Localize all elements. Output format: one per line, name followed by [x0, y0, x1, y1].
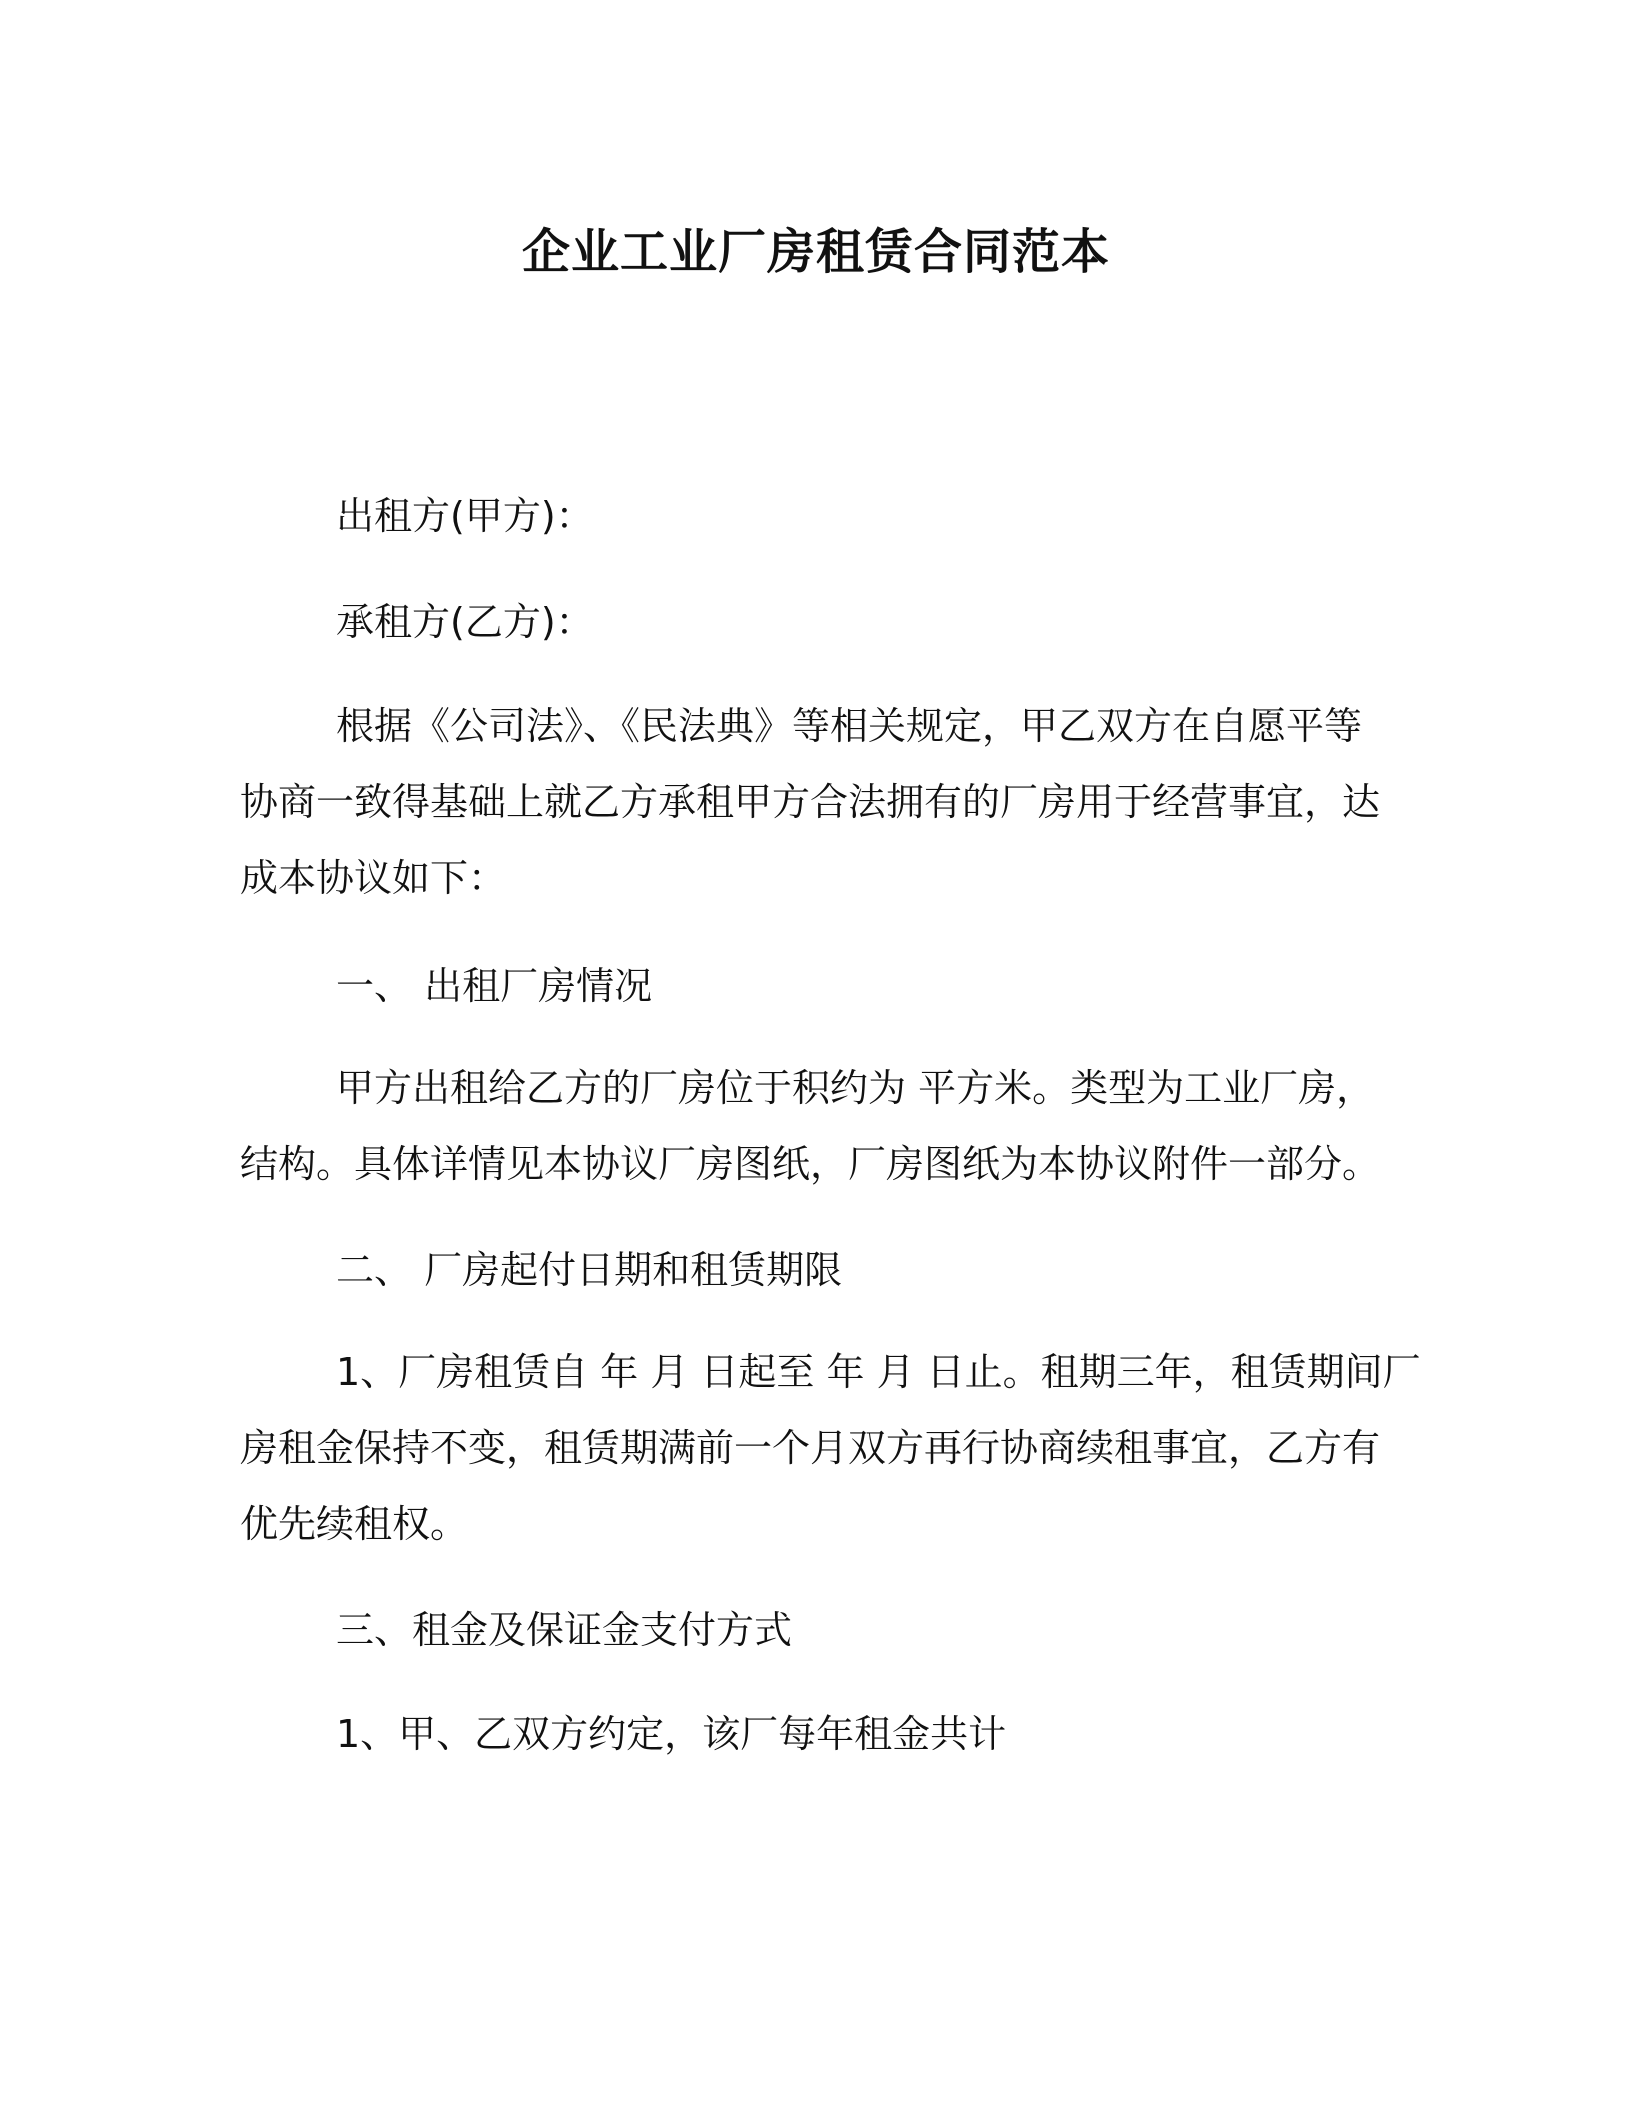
section-2-line-3: 优先续租权。	[240, 1502, 469, 1546]
section-2-line-2: 房租金保持不变，租赁期满前一个月双方再行协商续租事宜，乙方有	[240, 1426, 1381, 1470]
lessee-field	[240, 584, 1390, 660]
section-2-paragraph	[240, 1334, 1421, 1562]
intro-line-2: 协商一致得基础上就乙方承租甲方合法拥有的厂房用于经营事宜，达	[240, 780, 1381, 824]
intro-line-1: 根据《公司法》、《民法典》等相关规定，甲乙双方在自愿平等	[336, 704, 1363, 748]
intro-paragraph	[240, 688, 1390, 916]
section-1-line-1: 甲方出租给乙方的厂房位于积约为 平方米。类型为工业厂房，	[336, 1066, 1375, 1110]
section-1-heading-text: 一、 出租厂房情况	[336, 964, 653, 1008]
intro-line-3: 成本协议如下：	[240, 856, 507, 900]
section-1-heading	[240, 948, 1390, 1024]
section-3-paragraph	[240, 1696, 1390, 1772]
lessee-label: 承租方(乙方)：	[336, 600, 594, 644]
document-title: 企业工业厂房租赁合同范本	[521, 224, 1110, 280]
section-2-heading-text: 二、 厂房起付日期和租赁期限	[336, 1248, 843, 1292]
section-3-heading-text: 三、租金及保证金支付方式	[336, 1608, 793, 1652]
lessor-field	[240, 478, 1390, 554]
section-1-line-2: 结构。具体详情见本协议厂房图纸，厂房图纸为本协议附件一部分。	[240, 1142, 1381, 1186]
section-3-line-1: 1、甲、乙双方约定，该厂每年租金共计	[336, 1712, 1007, 1756]
lessor-label: 出租方(甲方)：	[336, 494, 594, 538]
section-2-line-1: 1、厂房租赁自 年 月 日起至 年 月 日止。租期三年，租赁期间厂	[336, 1350, 1421, 1394]
section-2-heading	[240, 1232, 1390, 1308]
section-3-heading	[240, 1592, 1390, 1668]
section-1-paragraph	[240, 1050, 1390, 1202]
